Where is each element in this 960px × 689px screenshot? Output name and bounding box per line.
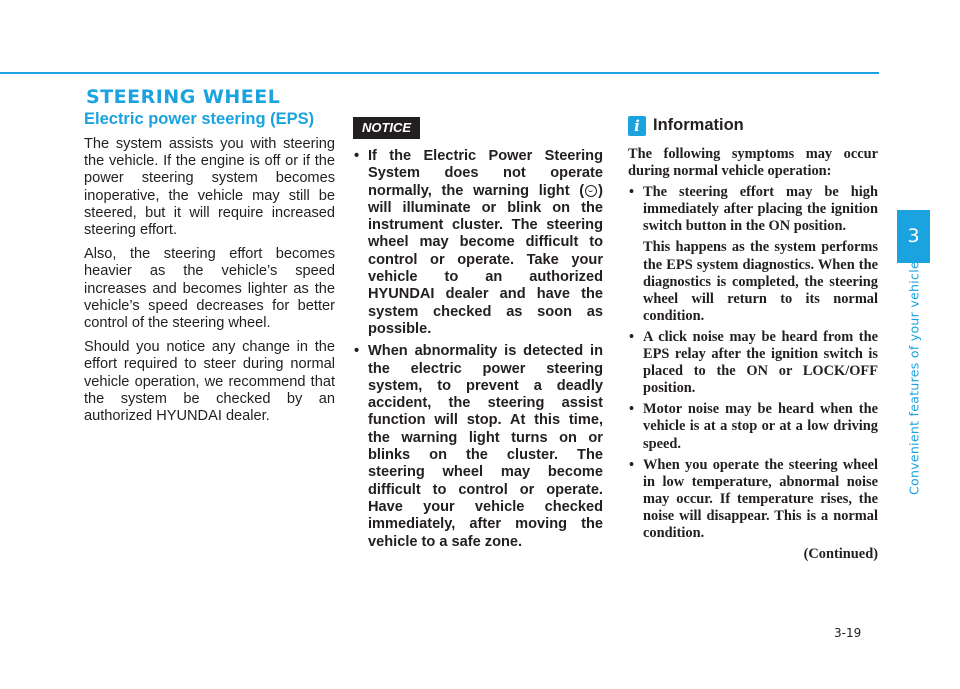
notice-text: When abnormality is detected in the electric power steering system, to prevent a deadly accident, the steering assist function will stop. At this time, the warning light turns on or blinks on the cluster. The steering wheel may become difficult to control or operate. Have your vehicle checked immediately, after moving the vehicle to a safe zone. xyxy=(368,343,603,550)
notice-badge: NOTICE xyxy=(353,117,420,139)
chapter-tab xyxy=(897,210,930,263)
notice-list xyxy=(353,148,603,551)
notice-text-part: ) will illuminate or blink on the instrument cluster. The steering wheel may become difficult to control or operate. Take your vehicle to an authorized HYUNDAI dealer and have the system checked as soon as possible. xyxy=(368,182,603,337)
bullet: • xyxy=(629,456,635,473)
left-column xyxy=(84,136,335,432)
eps-warning-icon xyxy=(585,185,597,197)
info-extra-text: This happens as the system performs the EPS system diagnostics. When the diagnostics is completed, the steering wheel will return to its normal condition. xyxy=(643,239,878,324)
notice-column xyxy=(353,148,603,556)
list-item xyxy=(353,148,603,338)
paragraph: Should you notice any change in the effort required to steer during normal vehicle operation, we recommend that the system be checked by an authorized HYUNDAI dealer. xyxy=(84,339,335,425)
notice-text-part: If the Electric Power Steering System does not operate normally, the warning light ( xyxy=(368,148,603,199)
section-title: STEERING WHEEL xyxy=(86,86,281,108)
page-number: 3-19 xyxy=(834,626,862,640)
continued-label: (Continued) xyxy=(803,546,878,563)
subsection-title: Electric power steering (EPS) xyxy=(84,110,315,128)
info-text: The steering effort may be high immediately after placing the ignition switch button in the ON position. xyxy=(643,184,878,235)
info-text: When you operate the steering wheel in low temperature, abnormal noise may occur. If temperature rises, the noise will disappear. This is a normal condition. xyxy=(643,456,878,541)
info-title: Information xyxy=(653,116,744,134)
chapter-label: Convenient features of your vehicle xyxy=(906,261,922,496)
bullet: • xyxy=(354,148,360,164)
list-item xyxy=(628,457,878,542)
header-rule xyxy=(0,72,879,74)
info-intro: The following symptoms may occur during normal vehicle operation: xyxy=(628,146,878,180)
info-icon: i xyxy=(628,116,646,136)
list-item xyxy=(628,184,878,325)
information-column xyxy=(628,146,878,563)
bullet: • xyxy=(354,343,360,360)
chapter-number: 3 xyxy=(907,225,920,247)
bullet: • xyxy=(629,184,635,201)
paragraph: The system assists you with steering the vehicle. If the engine is off or if the power steering system becomes inoperative, the vehicle may still be steered, but it will require increased steering effort. xyxy=(84,136,335,239)
info-text: A click noise may be heard from the EPS relay after the ignition switch is placed to the ON or LOCK/OFF position. xyxy=(643,328,878,397)
list-item xyxy=(353,343,603,551)
bullet: • xyxy=(629,328,635,345)
info-list xyxy=(628,184,878,542)
bullet: • xyxy=(629,401,635,418)
paragraph: Also, the steering effort becomes heavier as the vehicle’s speed increases and becomes lighter as the vehicle’s speed decreases for better control of the steering wheel. xyxy=(84,246,335,332)
list-item xyxy=(628,329,878,397)
info-text: Motor noise may be heard when the vehicle is at a stop or at a low driving speed. xyxy=(643,401,878,452)
list-item xyxy=(628,401,878,452)
